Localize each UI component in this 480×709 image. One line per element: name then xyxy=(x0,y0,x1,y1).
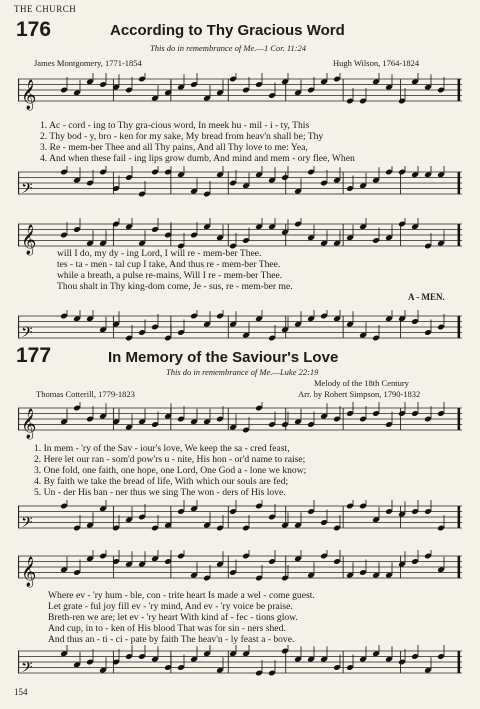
treble-staff xyxy=(18,73,462,119)
bass-clef-icon: 𝄢 xyxy=(21,180,33,201)
bass-clef-icon: 𝄢 xyxy=(21,514,33,535)
hymn-number: 176 xyxy=(16,18,52,41)
author-credit: James Montgomery, 1771-1854 xyxy=(34,58,142,68)
hymn-title: According to Thy Gracious Word xyxy=(110,22,345,39)
verse-line: Thou shalt in Thy king-dom come, Je - sus, re - mem-ber me. xyxy=(57,281,293,292)
verse-line: will I do, my dy - ing Lord, I will re - mem-ber Thee. xyxy=(57,248,262,259)
verse-line: 4. By faith we take the bread of life, With which our souls are fed; xyxy=(34,476,289,487)
verse-line: And cup, in to - ken of His blood That was for sin - ners shed. xyxy=(48,623,286,634)
verse-line: 1. In mem - 'ry of the Sav - iour's love, We keep the sa - cred feast, xyxy=(34,443,290,454)
verse-block xyxy=(34,443,306,498)
bass-clef-icon: 𝄢 xyxy=(21,659,33,680)
arranger-credit: Arr. by Robert Simpson, 1790-1832 xyxy=(298,389,421,399)
section-header: THE CHURCH xyxy=(14,4,77,14)
verse-line: 2. Here let our ran - som'd pow'rs u - nite, His hon - or'd name to raise; xyxy=(34,454,306,465)
verse-line: while a breath, a pulse re-mains, Will I re - mem-ber Thee. xyxy=(57,270,283,281)
bass-clef-icon: 𝄢 xyxy=(21,324,33,345)
treble-staff xyxy=(18,402,462,448)
bass-staff xyxy=(18,645,462,685)
composer-credit: Hugh Wilson, 1764-1824 xyxy=(333,58,420,68)
bass-staff xyxy=(18,166,462,212)
verse-block xyxy=(57,248,293,292)
verse-line: And thus an - ti - ci - pate by faith The heav'n - ly feast a - bove. xyxy=(48,634,295,645)
page-number: 154 xyxy=(14,687,28,697)
bass-staff xyxy=(18,500,462,546)
verse-line: 3. Re - mem-ber Thee and all Thy pains, And all Thy love to me: Yea, xyxy=(40,142,308,153)
author-credit: Thomas Cotterill, 1779-1823 xyxy=(36,389,135,399)
verse-line: Where ev - 'ry hum - ble, con - trite heart Is made a wel - come guest. xyxy=(48,590,315,601)
scripture-reference: This do in remembrance of Me.—Luke 22:19 xyxy=(166,367,319,377)
amen-label: A - MEN. xyxy=(408,292,445,302)
verse-line: 1. Ac - cord - ing to Thy gra-cious word, In meek hu - mil - i - ty, This xyxy=(40,120,310,131)
treble-clef-icon: 𝄞 xyxy=(21,409,37,439)
verse-line: 3. One fold, one faith, one hope, one Lord, One God a - lone we know; xyxy=(34,465,307,476)
scripture-reference: This do in remembrance of Me.—1 Cor. 11:24 xyxy=(150,43,307,53)
verse-line: 5. Un - der His ban - ner thus we sing The won - ders of His love. xyxy=(34,487,286,498)
verse-line: tes - ta - men - tal cup I take, And thus re - mem-ber Thee. xyxy=(57,259,281,270)
treble-clef-icon: 𝄞 xyxy=(21,557,37,587)
treble-clef-icon: 𝄞 xyxy=(21,225,37,255)
hymn-title: In Memory of the Saviour's Love xyxy=(108,349,339,366)
verse-line: 4. And when these fail - ing lips grow dumb, And mind and mem - ory flee, When xyxy=(40,153,355,164)
verse-line: Let grate - ful joy fill ev - 'ry mind, And ev - 'ry voice be praise. xyxy=(48,601,293,612)
treble-clef-icon: 𝄞 xyxy=(21,80,37,110)
verse-block xyxy=(40,120,355,164)
verse-block xyxy=(48,590,315,645)
hymn-number: 177 xyxy=(16,344,52,367)
melody-credit: Melody of the 18th Century xyxy=(314,378,409,388)
verse-line: Breth-ren we are; let ev - 'ry heart With kind af - fec - tions glow. xyxy=(48,612,298,623)
verse-line: 2. Thy bod - y, bro - ken for my sake, My bread from heav'n shall be; Thy xyxy=(40,131,324,142)
